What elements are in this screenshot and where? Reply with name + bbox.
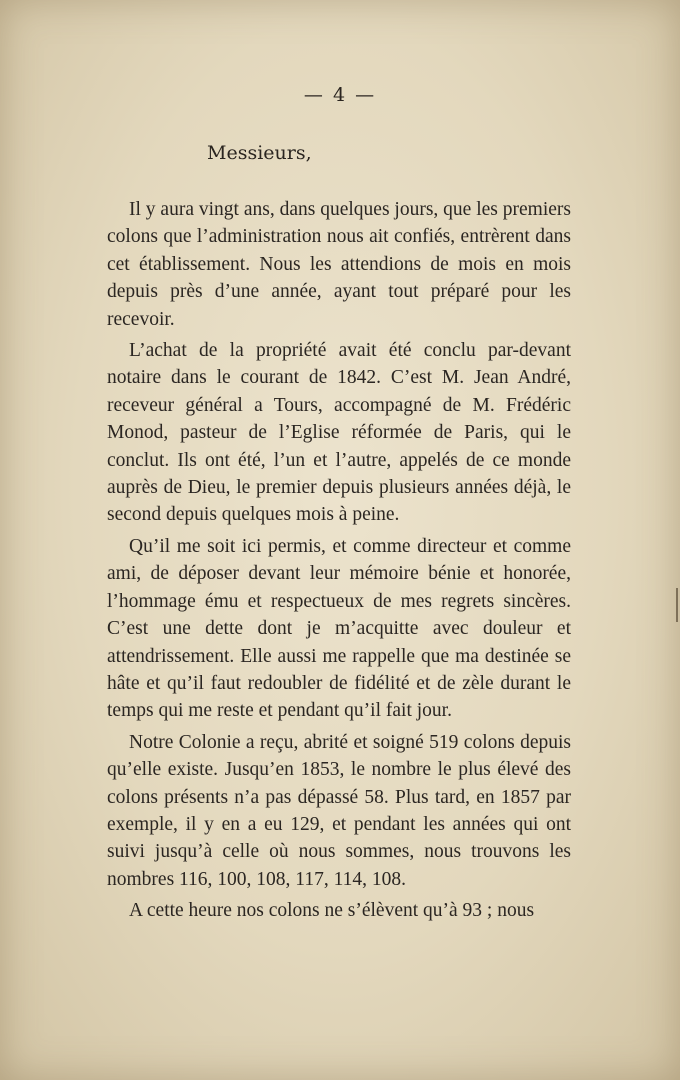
paragraph-2: L’achat de la propriété avait été conclu par-devant notaire dans le courant de 1842. C’est M. Jean André, receveur général a Tours, accompagné de M. Frédéric Monod, pasteur de l’Eglise réformée de Paris, qui le conclut. Ils ont été, l’un et l’autre, appelés de ce monde auprès de Dieu, le premier depuis plusieurs années déjà, le second depuis quelques mois à peine. [107, 340, 571, 526]
paragraph-1: Il y aura vingt ans, dans quelques jours, que les premiers colons que l’administration nous ait confiés, entrèrent dans cet établissement. Nous les attendions de mois en mois depuis près d’une année, ayant tout préparé pour les recevoir. [107, 199, 571, 330]
body-text [107, 196, 571, 925]
margin-mark [676, 588, 678, 622]
paragraph-4: Notre Colonie a reçu, abrité et soigné 519 colons depuis qu’elle existe. Jusqu’en 1853, le nombre le plus élevé des colons présents n’a pas dépassé 58. Plus tard, en 1857 par exemple, il y en a eu 129, et pendant les années qui ont suivi jusqu’à celle où nous sommes, nous trouvons les nombres 116, 100, 108, 117, 114, 108. [107, 731, 571, 890]
page-number: — 4 — [303, 84, 377, 106]
paragraph-5: A cette heure nos colons ne s’élèvent qu’à 93 ; nous [129, 900, 535, 922]
paragraph-3: Qu’il me soit ici permis, et comme directeur et comme ami, de déposer devant leur mémoire bénie et honorée, l’hommage ému et respectueux de mes regrets sincères. C’est une dette dont je m’acquitte avec douleur et attendrissement. Elle aussi me rappelle que ma destinée se hâte et qu’il faut redoubler de fidélité et de zèle durant le temps qui me reste et pendant qu’il fait jour. [107, 535, 571, 722]
salutation: Messieurs, [207, 142, 312, 164]
